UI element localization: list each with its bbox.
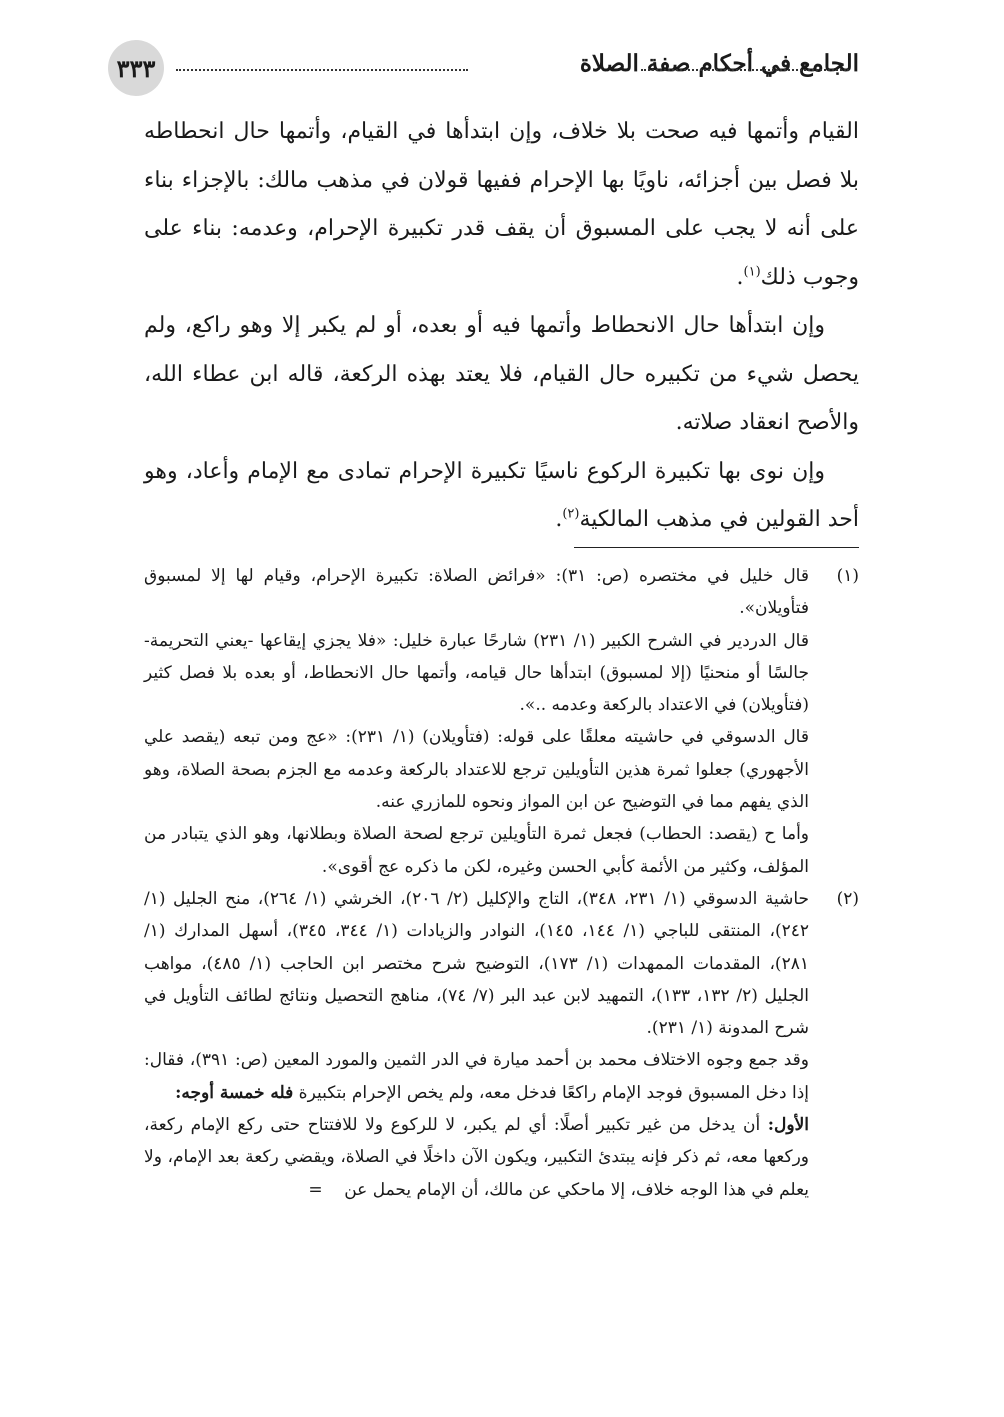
page-number-badge <box>108 40 164 96</box>
footnote-2: (٢) حاشية الدسوقي (١/ ٢٣١، ٣٤٨)، التاج والإكليل (٢/ ٢٠٦)، الخرشي (١/ ٢٦٤)، منح الجليل (١/ ٢٤٢)، المنتقى للباجي (١/ ١٤٤، ١٤٥)، النوادر والزيادات (١/ ٣٤٤، ٣٤٥)، أسهل المدارك (١/ ٢٨١)، المقدمات الممهدات (١/ ١٧٣)، التوضيح شرح مختصر ابن الحاجب (١/ ٤٨٥)، مواهب الجليل (٢/ ١٣٢، ١٣٣)، التمهيد لابن عبد البر (٧/ ٧٤)، مناهج التحصيل ونتائج لطائف التأويل في شرح المدونة (١/ ٢٣١). وقد جمع وجوه الاختلاف محمد بن أحمد ميارة في الدر الثمين والمورد المعين (ص: ٣٩١)، فقال: إذا دخل المسبوق فوجد الإمام راكعًا فدخل معه، ولم يخص الإحرام بتكبيرة فله خمسة أوجه: الأول: أن يدخل من غير تكبير أصلًا: أي لم يكبر، لا للركوع ولا للافتتاح حتى ركع الإمام ركعة، وركعها معه، ثم ذكر فإنه يبتدئ التكبير، ويكون الآن داخلًا في الصلاة، ويقضي ركعة بعد الإمام، ولا يعلم في هذا الوجه خلاف، إلا ماحكي عن مالك، أن الإمام يحمل عن = <box>144 883 859 1206</box>
footnote-separator <box>574 547 859 548</box>
continuation-mark: = <box>308 1179 323 1200</box>
header-dotted-leader-right <box>641 69 849 71</box>
running-title: الجامع في أحكام صفة الصلاة <box>579 50 859 77</box>
footnote-ref[interactable]: (٢) <box>562 506 580 522</box>
page-number: ٣٣٣ <box>116 53 156 83</box>
footnotes <box>144 560 859 1206</box>
footnote-ref[interactable]: (١) <box>743 264 761 280</box>
paragraph: وإن نوى بها تكبيرة الركوع ناسيًا تكبيرة الإحرام تمادى مع الإمام وأعاد، وهو أحد القولين في مذهب المالكية$^{(٢)}$. <box>144 458 859 532</box>
header-dotted-leader-left <box>176 69 468 71</box>
paragraph: القيام وأتمها فيه صحت بلا خلاف، وإن ابتدأها في القيام، وأتمها حال انحطاطه بلا فصل بين أجزائه، ناويًا بها الإحرام ففيها قولان في مذهب مالك: بالإجزاء بناء على أنه لا يجب على المسبوق أن يقف قدر تكبيرة الإحرام، وعدمه: بناء على وجوب ذلك$^{(١)}$. <box>144 119 859 290</box>
footnote-1: (١) قال خليل في مختصره (ص: ٣١): «فرائض الصلاة: تكبيرة الإحرام، وقيام لها إلا لمسبوق فتأويلان». قال الدردير في الشرح الكبير (١/ ٢٣١) شارحًا عبارة خليل: «فلا يجزي إيقاعها -يعني التحريمة- جالسًا أو منحنيًا (إلا لمسبوق) ابتدأها حال قيامه، وأتمها حال الانحطاط، أو بعده بلا فصل كثير (فتأويلان) في الاعتداد بالركعة وعدمه ..». قال الدسوقي في حاشيته معلقًا على قوله: (فتأويلان) (١/ ٢٣١): «عج ومن تبعه (يقصد علي الأجهوري) جعلوا ثمرة هذين التأويلين ترجع للاعتداد بالركعة وعدمه مع الجزم بصحة الصلاة، وهو الذي يفهم مما في التوضيح عن ابن المواز ونحوه للمازري عنه. وأما ح (يقصد: الحطاب) فجعل ثمرة التأويلين ترجع لصحة الصلاة وبطلانها، وهو الذي يتبادر من المؤلف، وكثير من الأئمة كأبي الحسن وغيره، لكن ما ذكره عج أقوى». <box>144 560 859 883</box>
body-text <box>144 108 859 545</box>
footnote-number: (١) <box>836 566 859 586</box>
footnote-number: (٢) <box>836 888 859 909</box>
paragraph: وإن ابتدأها حال الانحطاط وأتمها فيه أو بعده، أو لم يكبر إلا وهو راكع، ولم يحصل شيء من تكبيره حال القيام، فلا يعتد بهذه الركعة، قاله ابن عطاء الله، والأصح انعقاد صلاته. <box>144 313 859 435</box>
